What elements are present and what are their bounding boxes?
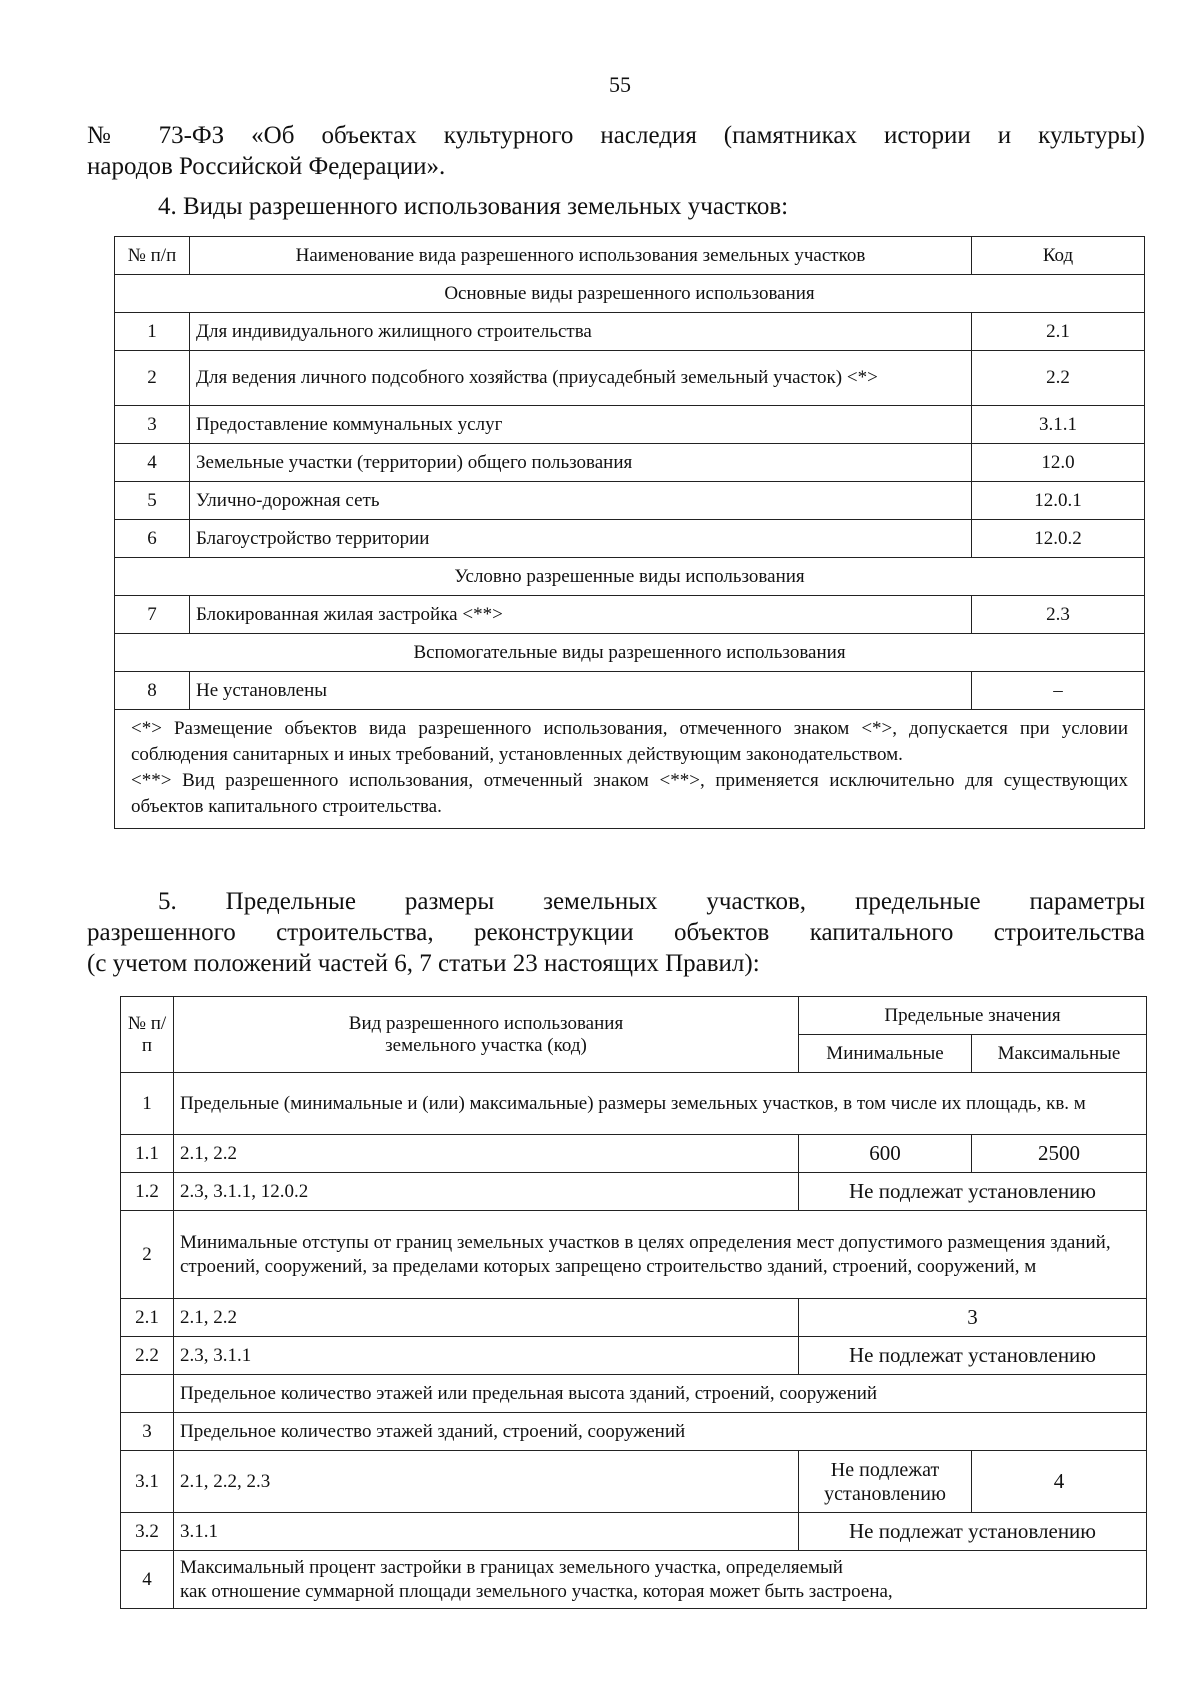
- row-num: 1.1: [121, 1135, 174, 1173]
- footnote-1: <*> Размещение объектов вида разрешенного использования, отмеченного знаком <*>, допускается при условии соблюдения санитарных и иных требований, установленных действующим законодательством.: [131, 718, 1128, 765]
- row-num: 1: [121, 1073, 174, 1135]
- table-row: [121, 1337, 1147, 1375]
- row-text: [174, 1551, 1147, 1609]
- row-num: 5: [115, 482, 190, 520]
- section-row-conditional: [115, 558, 1145, 596]
- table-header-row: [121, 997, 1147, 1035]
- row-value: 3: [799, 1299, 1147, 1337]
- page-number: 55: [609, 72, 631, 97]
- row-name: Благоустройство территории: [190, 520, 972, 558]
- row-code: 2.1: [972, 313, 1145, 351]
- row-text: Предельные (минимальные и (или) максимальные) размеры земельных участков, в том числе их площадь, кв. м: [174, 1073, 1147, 1135]
- row-num: 1.2: [121, 1173, 174, 1211]
- header-num: № п/п: [121, 997, 174, 1073]
- table-row: [115, 672, 1145, 710]
- table-row: [121, 1375, 1147, 1413]
- row-num: 7: [115, 596, 190, 634]
- footnotes-cell: [115, 710, 1145, 829]
- row-text-line-1: Максимальный процент застройки в границах земельного участка, определяемый: [180, 1556, 843, 1578]
- row-text: Предельное количество этажей или предельная высота зданий, строений, сооружений: [174, 1375, 1147, 1413]
- row-num: [121, 1375, 174, 1413]
- table-row: [121, 1413, 1147, 1451]
- table-row: [115, 482, 1145, 520]
- row-name: Предоставление коммунальных услуг: [190, 406, 972, 444]
- footnote-2: <**> Вид разрешенного использования, отмеченный знаком <**>, применяется исключительно для существующих объектов капитального строительства.: [131, 770, 1128, 817]
- row-name: Для индивидуального жилищного строительства: [190, 313, 972, 351]
- intro-paragraph: [87, 120, 1145, 182]
- row-max: 4: [972, 1451, 1147, 1513]
- table-row: [121, 1135, 1147, 1173]
- row-num: 8: [115, 672, 190, 710]
- row-code: 3.1.1: [972, 406, 1145, 444]
- section-5-line-1: 5. Предельные размеры земельных участков, предельные параметры: [158, 888, 1145, 915]
- row-num: 3.2: [121, 1513, 174, 1551]
- section-row-main: [115, 275, 1145, 313]
- row-codes: 2.1, 2.2: [174, 1135, 799, 1173]
- row-text: Минимальные отступы от границ земельных участков в целях определения мест допустимого размещения зданий, строений, сооружений, за пределами которых запрещено строительство зданий, строений, сооружений, м: [174, 1211, 1147, 1299]
- row-codes: 3.1.1: [174, 1513, 799, 1551]
- section-title-auxiliary: Вспомогательные виды разрешенного использования: [115, 634, 1145, 672]
- row-num: 3: [121, 1413, 174, 1451]
- row-name: Земельные участки (территории) общего пользования: [190, 444, 972, 482]
- row-codes: 2.1, 2.2, 2.3: [174, 1451, 799, 1513]
- row-code: 12.0: [972, 444, 1145, 482]
- intro-line-1: № 73-ФЗ «Об объектах культурного наследия (памятниках истории и культуры): [87, 122, 1145, 149]
- row-name: Для ведения личного подсобного хозяйства (приусадебный земельный участок) <*>: [190, 351, 972, 406]
- row-name: Блокированная жилая застройка <**>: [190, 596, 972, 634]
- section-5-paragraph: [87, 886, 1145, 979]
- section-4-heading: 4. Виды разрешенного использования земельных участков:: [158, 193, 789, 220]
- table-row: [121, 1211, 1147, 1299]
- permitted-use-table: [114, 236, 1145, 829]
- footnotes-row: [115, 710, 1145, 829]
- row-min: 600: [799, 1135, 972, 1173]
- row-num: 2.1: [121, 1299, 174, 1337]
- row-text: Предельное количество этажей зданий, строений, сооружений: [174, 1413, 1147, 1451]
- header-name: Наименование вида разрешенного использования земельных участков: [190, 237, 972, 275]
- table-row: [115, 596, 1145, 634]
- header-min: Минимальные: [799, 1035, 972, 1073]
- row-min: Не подлежат установлению: [799, 1451, 972, 1513]
- row-max: 2500: [972, 1135, 1147, 1173]
- table-header-row: [115, 237, 1145, 275]
- row-value: Не подлежат установлению: [799, 1173, 1147, 1211]
- header-num: № п/п: [115, 237, 190, 275]
- table-row: [121, 1451, 1147, 1513]
- row-num: 1: [115, 313, 190, 351]
- table-row: [121, 1299, 1147, 1337]
- row-num: 2: [121, 1211, 174, 1299]
- header-values: Предельные значения: [799, 997, 1147, 1035]
- row-codes: 2.1, 2.2: [174, 1299, 799, 1337]
- row-num: 3.1: [121, 1451, 174, 1513]
- table-row: [121, 1513, 1147, 1551]
- table-row: [121, 1173, 1147, 1211]
- row-code: –: [972, 672, 1145, 710]
- table-row: [115, 406, 1145, 444]
- row-num: 2.2: [121, 1337, 174, 1375]
- row-num: 3: [115, 406, 190, 444]
- header-code: Код: [972, 237, 1145, 275]
- table-row: [115, 351, 1145, 406]
- header-type-line-2: земельного участка (код): [385, 1034, 587, 1056]
- table-row: [115, 444, 1145, 482]
- header-type-line-1: Вид разрешенного использования: [348, 1012, 624, 1034]
- row-codes: 2.3, 3.1.1: [174, 1337, 799, 1375]
- row-codes: 2.3, 3.1.1, 12.0.2: [174, 1173, 799, 1211]
- row-value: Не подлежат установлению: [799, 1337, 1147, 1375]
- section-5-line-2: разрешенного строительства, реконструкции объектов капитального строительства: [87, 919, 1145, 946]
- row-text-line-2: как отношение суммарной площади земельного участка, которая может быть застроена,: [180, 1580, 893, 1602]
- row-code: 12.0.1: [972, 482, 1145, 520]
- row-code: 2.3: [972, 596, 1145, 634]
- row-name: Не установлены: [190, 672, 972, 710]
- section-title-conditional: Условно разрешенные виды использования: [115, 558, 1145, 596]
- row-code: 12.0.2: [972, 520, 1145, 558]
- intro-line-2: народов Российской Федерации».: [87, 153, 446, 180]
- row-num: 4: [121, 1551, 174, 1609]
- section-5-line-3: (с учетом положений частей 6, 7 статьи 23 настоящих Правил):: [87, 950, 760, 977]
- table-row: [115, 313, 1145, 351]
- limits-table: [120, 996, 1147, 1609]
- header-max: Максимальные: [972, 1035, 1147, 1073]
- table-row: [121, 1073, 1147, 1135]
- table-row: [115, 520, 1145, 558]
- row-num: 6: [115, 520, 190, 558]
- row-num: 4: [115, 444, 190, 482]
- section-title-main: Основные виды разрешенного использования: [115, 275, 1145, 313]
- row-num: 2: [115, 351, 190, 406]
- row-value: Не подлежат установлению: [799, 1513, 1147, 1551]
- row-name: Улично-дорожная сеть: [190, 482, 972, 520]
- table-row: [121, 1551, 1147, 1609]
- row-code: 2.2: [972, 351, 1145, 406]
- section-row-auxiliary: [115, 634, 1145, 672]
- header-type: [174, 997, 799, 1073]
